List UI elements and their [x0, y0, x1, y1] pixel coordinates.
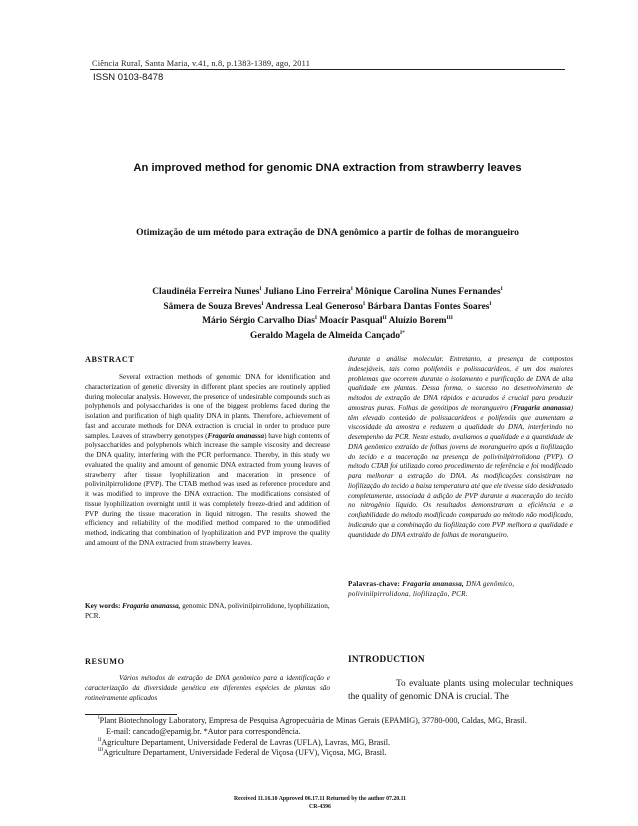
author-affiliation: II	[382, 315, 387, 321]
author-affiliation: I	[350, 286, 353, 292]
footnote-mark: I	[98, 716, 100, 721]
introduction-text	[348, 678, 573, 703]
abstract-species: Fragaria ananassa	[207, 431, 265, 440]
received-info	[190, 795, 450, 811]
journal-citation: Ciência Rural, Santa Maria, v.41, n.8, p.1383-1389, ago, 2011	[92, 59, 311, 68]
author-line-3	[95, 314, 560, 329]
paper-subtitle: Otimização de um método para extração de DNA genômico a partir de folhas de morangueiro	[136, 227, 519, 238]
footnote	[98, 738, 573, 749]
footnote-text: Agriculture Departament, Universidade Federal de Lavras (UFLA), Lavras, MG, Brasil.	[101, 737, 391, 747]
author-affiliation: I	[489, 300, 492, 307]
author: Juliano Lino Ferreira	[263, 287, 351, 297]
manuscript-id: CR-4396	[309, 804, 331, 810]
author-affiliation: I	[261, 300, 264, 307]
introduction-body: To evaluate plants using molecular techniques the quality of genomic DNA is crucial. The	[348, 679, 573, 702]
author: Moacir Pasqual	[319, 316, 383, 326]
palavras-label: Palavras-chave:	[348, 580, 401, 588]
author: Geraldo Magela de Almeida Cançado	[250, 330, 401, 341]
author: Aluízio Borem	[388, 316, 447, 326]
abstract-heading: ABSTRACT	[85, 355, 135, 364]
resumo-continued	[348, 355, 573, 540]
paper-title: An improved method for genomic DNA extraction from strawberry leaves	[133, 162, 522, 174]
resumo-body-cont2: ) têm elevado conteúdo de polissacarídeos e polifenóis que aumentam a viscosidade da amostra e reduzem a qualidade do DNA, interferindo no desempenho da PCR. Neste estudo, avaliamos a qualidade e a quantidade de DNA genômico extraído de folhas jovens de morangueiro após a liofilização do tecido e a maceração na presença de polivinilpirrolidona (PVP). O método CTAB foi utilizado como procedimento de referência e foi modificado para melhorar a extração do DNA. As modificações consistiram na liofilização do tecido a baixa temperatura até que ele tivesse sido desidratado completamente, associada à adição de PVP durante a maceração do tecido no nitrogênio líquido. Os resultados demonstraram a eficiência e a confiabilidade do método modificado comparado ao método não modificado, indicando que a combinação da liofilização com PVP melhora a qualidade e quantidade do DNA extraído de folhas de morangueiro.	[348, 403, 573, 539]
palavras-list: DNA genômico, polivinilpirrolidona, liofilização, PCR.	[348, 580, 515, 598]
palavras-chave	[348, 579, 573, 599]
author: Mário Sérgio Carvalho Dias	[202, 316, 315, 326]
footnote-mark: III	[98, 748, 103, 754]
keywords-list: genomic DNA, polivinilpirrolidone, lyophilization, PCR.	[85, 602, 330, 620]
abstract-body: Several extraction methods of genomic DNA for identification and characterization of genetic diversity in different plant species are routinely applied during molecular analysis. However, the presence of undesirable compounds such as polyphenols and polysaccharides is one of the biggest problems faced during the isolation and purification of high quality DNA in plants. Therefore, achievement of fast and accurate methods for DNA extraction is crucial in order to produce pure samples. Leaves of strawberry genotypes (	[85, 373, 330, 440]
abstract-body-cont: ) have high contents of polysaccharides and polyphenols which increase the sample viscosity and decrease the DNA quality, interfering with the PCR performance. Thereby, in this study we evaluated the quality and amount of genomic DNA extracted from young leaves of strawberry after tissue lyophilization and maceration in presence of polivinilpirrolidone (PVP). The CTAB method was used as reference procedure and it was modified to improve the DNA extraction. The modifications consisted of tissue lyophilization overnight until it was completely freeze-dried and addition of PVP during the tissue maceration in liquid nitrogen. The results showed the efficiency and reliability of the modified method compared to the unmodified method, indicating that combination of lyophilization and PVP improve the quality and amount of the DNA extracted from strawberry leaves.	[85, 431, 330, 547]
footnote-mark: II	[98, 737, 102, 743]
footnote	[98, 748, 573, 759]
keywords-species: Fragaria ananassa,	[122, 602, 181, 610]
footnotes	[98, 716, 573, 759]
resumo-text	[85, 674, 330, 703]
author-affiliation: I	[500, 286, 503, 292]
author-affiliation: I	[259, 286, 262, 292]
resumo-species: Fragaria ananassa	[513, 403, 571, 412]
resumo-body-cont: durante a análise molecular. Entretanto, a presença de compostos indesejáveis, tais como polifenóis e polissacarídeos, é um dos maiores problemas que ocorrem durante o isolamento e purificação de DNA de alta qualidade em plantas. Dessa forma, o sucesso no desenvolvimento de métodos de extração de DNA rápidos e acurados é crucial para produzir amostras puras. Folhas de genótipos de morangueiro (	[348, 355, 573, 412]
author-line-2	[95, 300, 560, 315]
footnote-text: Plant Biotechnology Laboratory, Empresa de Pesquisa Agropecuária de Minas Gerais (EPAMIG), 37780-000, Caldas, MG, Brasil.	[99, 716, 527, 725]
author-affiliation: III	[446, 315, 453, 321]
header-rule	[90, 69, 565, 70]
keywords-label: Key words:	[85, 602, 121, 610]
footnote-text: E-mail: cancado@epamig.br. *Autor para correspondência.	[106, 726, 301, 736]
footnote	[98, 727, 573, 738]
author-affiliation: I	[362, 300, 366, 307]
author-list	[95, 285, 560, 343]
author-line-1	[95, 285, 560, 300]
author-affiliation: I	[314, 315, 317, 321]
author: Mônique Carolina Nunes Fernandes	[355, 287, 501, 297]
footnote-text: Agriculture Departament, Universidade Federal de Viçosa (UFV), Viçosa, MG, Brasil.	[103, 748, 387, 758]
author: Claudinéia Ferreira Nunes	[152, 287, 260, 297]
keywords	[85, 601, 330, 621]
resumo-heading: RESUMO	[85, 657, 125, 666]
resumo-body: Vários métodos de extração de DNA genômico para a identificação e caracterização da diversidade genética em diferentes espécies de plantas são rotineiramente aplicados	[85, 674, 330, 702]
palavras-species: Fragaria ananassa,	[402, 580, 465, 588]
author-affiliation: I*	[400, 329, 405, 336]
author: Andressa Leal Generoso	[265, 301, 363, 312]
author: Bárbara Dantas Fontes Soares	[367, 301, 490, 312]
author-line-4	[95, 329, 560, 344]
received-dates: Received 11.16.10 Approved 06.17.11 Returned by the author 07.20.11	[233, 796, 407, 802]
footnote-rule	[85, 714, 177, 715]
abstract-text	[85, 373, 330, 549]
footnote	[98, 716, 573, 727]
introduction-heading: INTRODUCTION	[348, 655, 425, 665]
issn: ISSN 0103-8478	[93, 72, 164, 83]
author: Sâmera de Souza Breves	[163, 301, 262, 312]
